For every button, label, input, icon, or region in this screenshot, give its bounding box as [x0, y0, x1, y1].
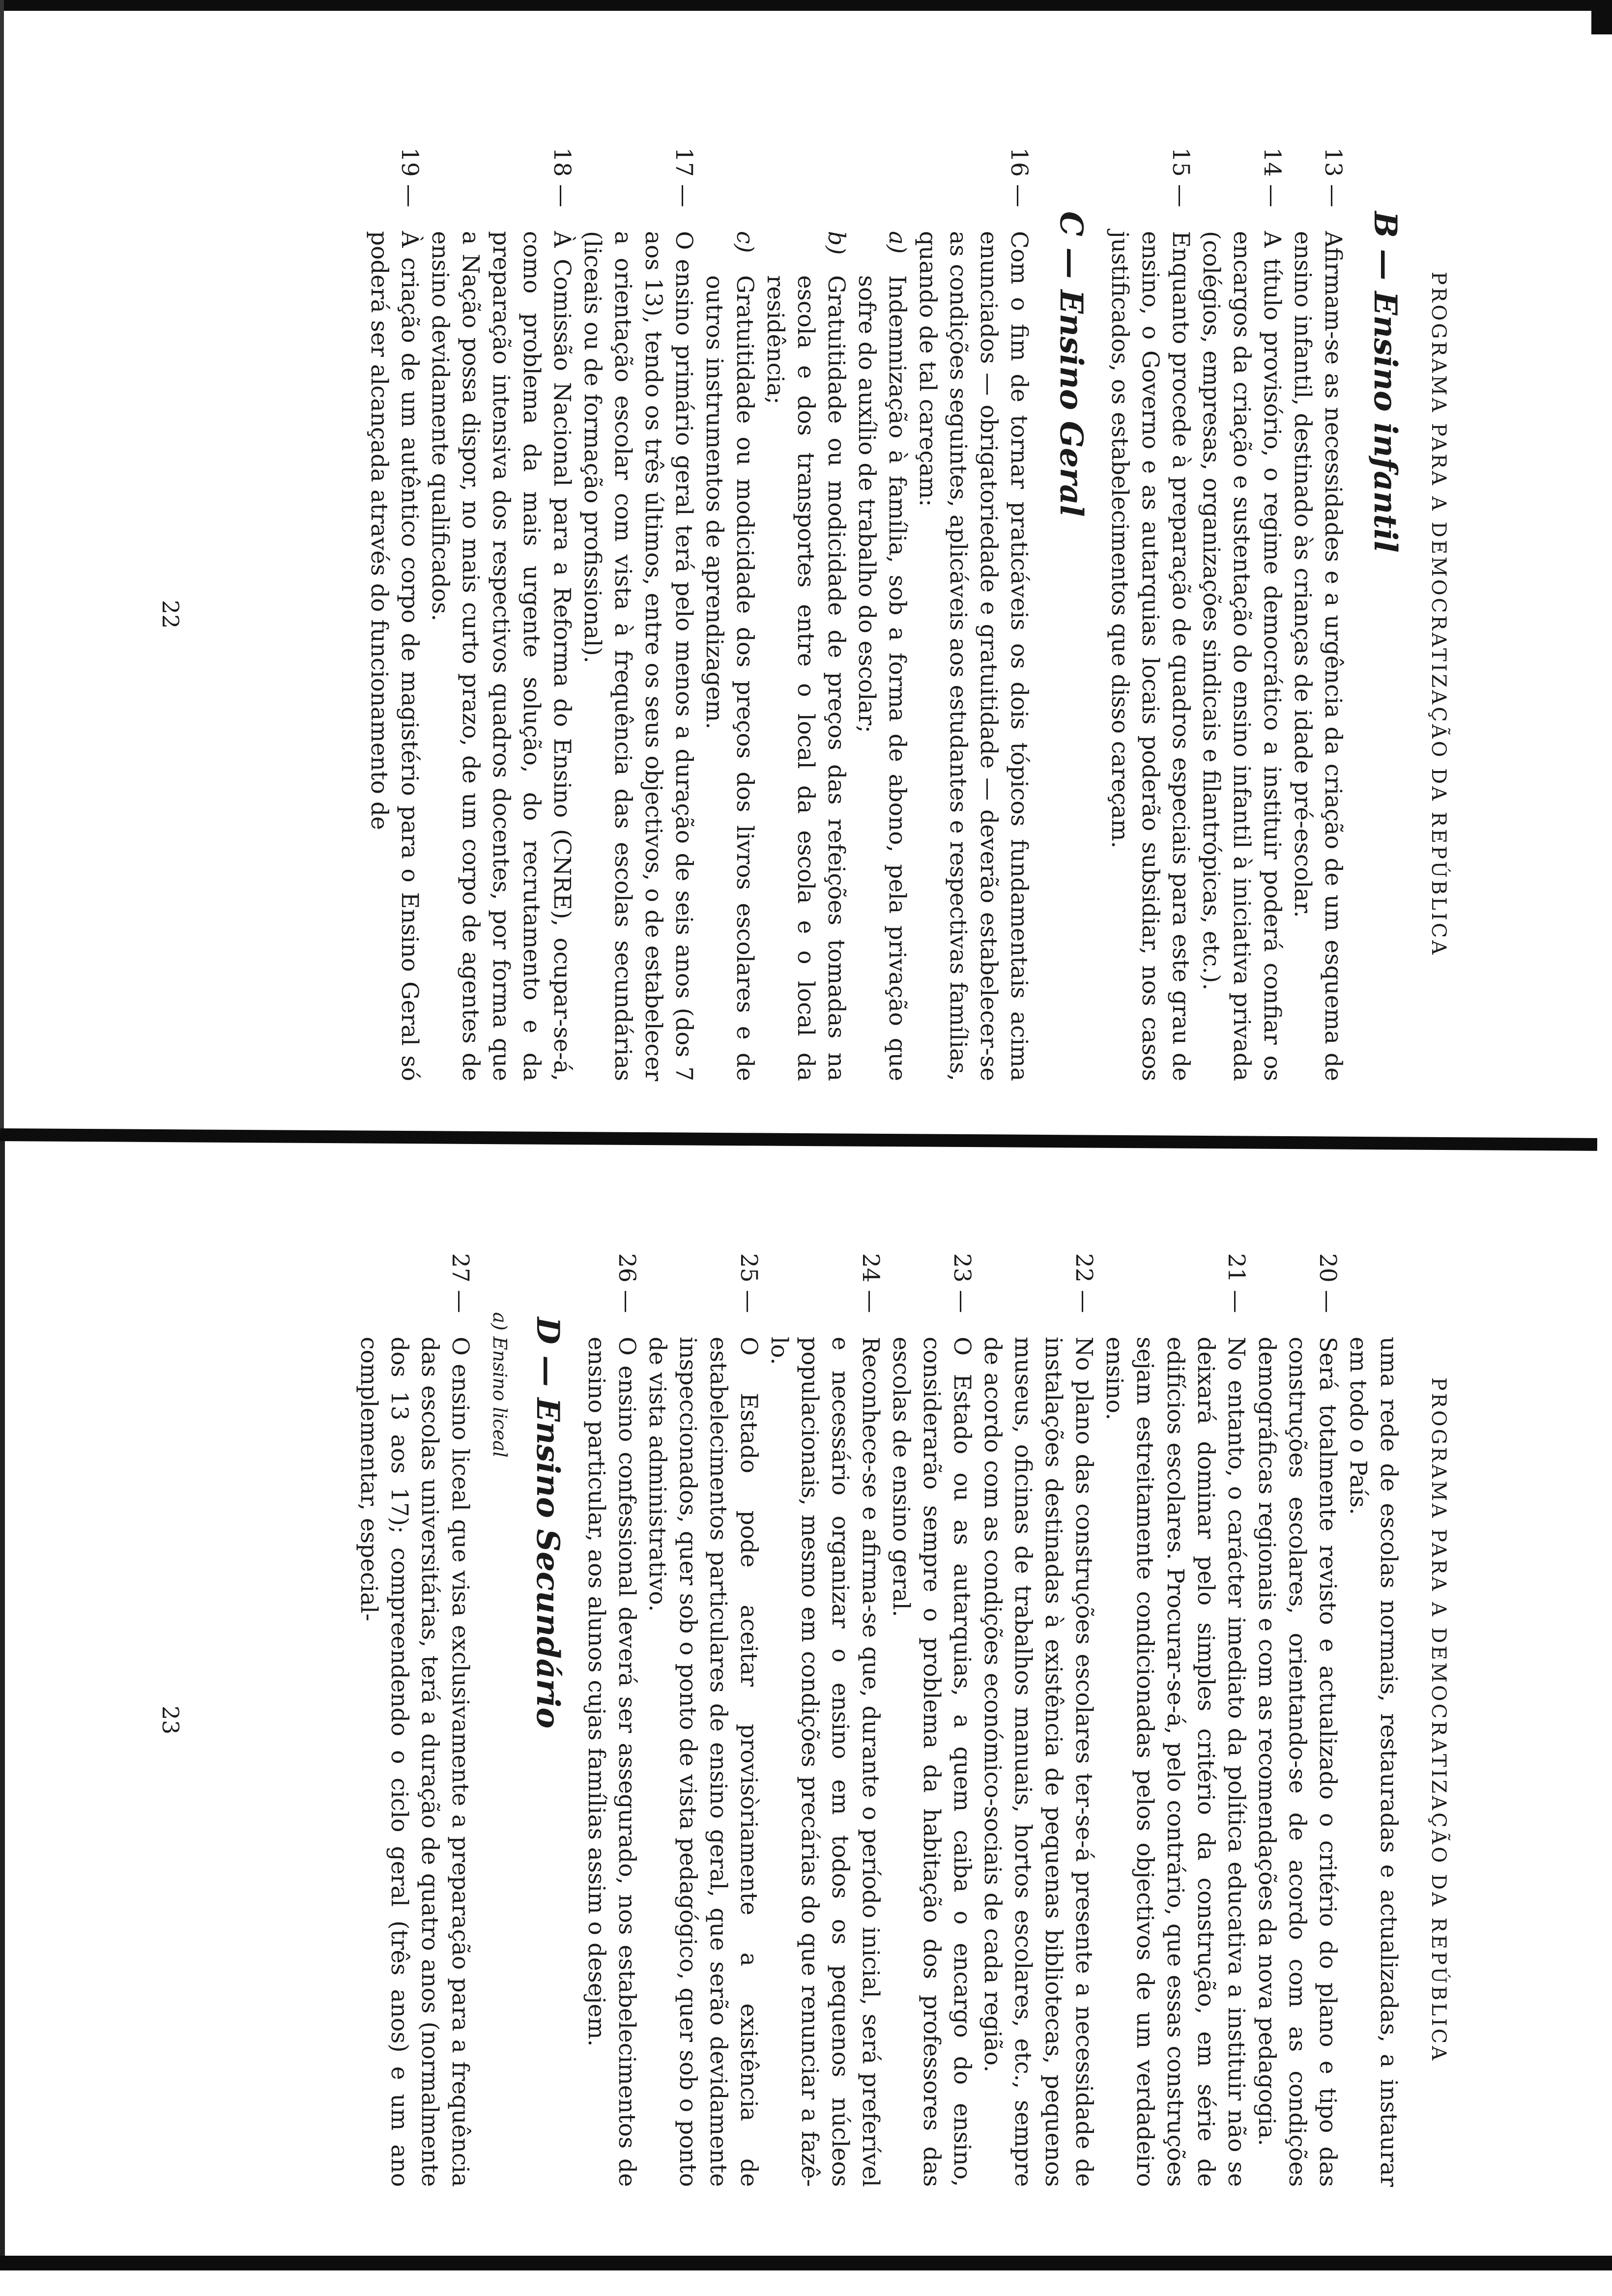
- subitem-text: Gratuitidade ou modicidade dos preços dos livros escolares e de outros instrumentos de aprendizagem.: [701, 275, 758, 1081]
- subitem-text: Gratuitidade ou modicidade de preços das refeições tomadas na escola e dos transportes entre o local da escola e o local da residência;: [762, 275, 850, 1081]
- article-13: [1287, 147, 1348, 1081]
- article-26: [581, 1253, 642, 2187]
- continuation-text: uma rede de escolas normais, restauradas e actualizadas, a instaurar em todo o País.: [1345, 1337, 1402, 2187]
- article-text: O ensino confessional deverá ser assegurado, nos estabelecimentos de ensino particular, aos alunos cujas famílias assim o desejem.: [583, 1337, 640, 2187]
- page-number: 22: [157, 600, 184, 629]
- article-text: Com o fim de tornar praticáveis os dois tópicos fundamentais acima enunciados — obrigatoriedade e gratuitidade — deverão estabelecer-se as condições seguintes, aplicáveis aos estudantes e respectivas famílias, quando de tal careçam:: [914, 231, 1033, 1081]
- page-number: 23: [157, 1705, 184, 1735]
- article-number: 26 —: [613, 1253, 640, 1313]
- article-23: [886, 1253, 977, 2187]
- page-divider-spine: [0, 1128, 1597, 1151]
- article-text: No plano das construções escolares ter-se-á presente a necessidade de instalações destinadas à existência de pequenas bibliotecas, pequenos museus, oficinas de trabalhos manuais, hortos escolares, etc., sempre de acordo com as condições económico-sociais de cada região.: [979, 1337, 1097, 2187]
- article-22: [977, 1253, 1099, 2187]
- article-number: 15 —: [1167, 147, 1194, 207]
- section-heading-ensino-geral: C — Ensino Geral: [1053, 211, 1090, 517]
- subitem-label: b): [823, 231, 850, 255]
- article-text: O Estado pode aceitar provisòriamente a existência de estabelecimentos particulares de ensino geral, que serão devidamente inspeccionados, quer sob o ponto de vista pedagógico, quer sob o ponto de vista administrativo.: [644, 1337, 762, 2187]
- subitem-c: [699, 231, 760, 1081]
- page-23: [64, 1253, 1450, 2187]
- article-number: 24 —: [857, 1253, 884, 1313]
- scan-edge-bottom: [0, 2256, 1612, 2270]
- article-25: [642, 1253, 764, 2187]
- page-22: [64, 147, 1450, 1081]
- article-number: 17 —: [670, 147, 697, 207]
- article-number: 18 —: [548, 147, 576, 207]
- section-heading-ensino-infantil: B — Ensino infantil: [1367, 211, 1404, 553]
- article-15: [1104, 147, 1196, 1081]
- subitem-a: [851, 231, 912, 1081]
- article-text: Afirmam-se as necessidades e a urgência da criação de um esquema de ensino infantil, destinado às crianças de idade pré-escolar.: [1289, 231, 1347, 1081]
- article-text: À Comissão Nacional para a Reforma do Ensino (CNRE), ocupar-se-á, como problema da mais urgente solução, do recrutamento e da preparação intensiva dos respectivos quadros docentes, por forma que a Nação possa dispor, no mais curto prazo, de um corpo de agentes de ensino devidamente qualificados.: [427, 231, 576, 1081]
- article-number: 14 —: [1259, 147, 1286, 207]
- scan-edge-left-lower: [0, 1141, 5, 2257]
- article-number: 23 —: [949, 1253, 976, 1313]
- article-number: 25 —: [735, 1253, 762, 1313]
- article-text: À criação de um autêntico corpo de magistério para o Ensino Geral só poderá ser alcançada através do funcionamento de: [366, 231, 423, 1081]
- article-18: [425, 147, 577, 1081]
- scan-edge-top: [0, 0, 1601, 11]
- subsection-heading-ensino-liceal: a) Ensino liceal: [489, 1312, 511, 1458]
- article-number: 20 —: [1314, 1253, 1341, 1313]
- article-24: [764, 1253, 886, 2187]
- article-27: [353, 1253, 475, 2187]
- article-text: Enquanto procede à preparação de quadros especiais para este grau de ensino, o Governo e as autarquias locais poderão subsidiar, nos casos justificados, os estabelecimentos que disso careçam.: [1106, 231, 1194, 1081]
- subitem-label: a): [884, 231, 911, 254]
- article-text: Será totalmente revisto e actualizado o critério do plano e tipo das construções escolares, orientando-se de acordo com as condições demográficas regionais e com as recomendações da nova pedagogia.: [1253, 1337, 1341, 2187]
- scan-edge-left-upper: [0, 0, 4, 1128]
- article-number: 21 —: [1223, 1253, 1250, 1313]
- running-head: PROGRAMA PARA A DEMOCRATIZAÇÃO DA REPÚBLICA: [1427, 271, 1450, 957]
- article-text: Reconhece-se e afirma-se que, durante o período inicial, será preferível e necessário organizar o ensino em todos os pequenos núcleos populacionais, mesmo em condições precárias do que renunciar a fazê-lo.: [766, 1337, 884, 2187]
- article-16: [912, 147, 1034, 1081]
- article-21: [1099, 1253, 1251, 2187]
- article-text: A título provisório, o regime democrático a instituir poderá confiar os encargos da criação e sustentação do ensino infantil à iniciativa privada (colégios, empresas, organizações sindicais e filantrópicas, etc.).: [1198, 231, 1286, 1081]
- article-20: [1251, 1253, 1343, 2187]
- article-14: [1196, 147, 1287, 1081]
- scan-edge-top-corner: [1591, 0, 1612, 34]
- article-text: No entanto, o carácter imediato da política educativa a instituir não se deixará dominar pelo simples critério da construção, em série de edifícios escolares. Procurar-se-á, pelo contrário, que essas construções sejam estreitamente condicionadas pelos objectivos de um verdadeiro ensino.: [1101, 1337, 1250, 2187]
- section-heading-ensino-secundario: D — Ensino Secundário: [529, 1317, 566, 1729]
- continuation-paragraph: [1343, 1253, 1404, 2187]
- subitem-b: [760, 231, 851, 1081]
- article-number: 27 —: [447, 1253, 474, 1313]
- article-number: 19 —: [396, 147, 423, 207]
- subitem-text: Indemnização à família, sob a forma de abono, pela privação que sofre do auxílio de trabalho do escolar;: [853, 275, 911, 1081]
- article-text: O ensino liceal que visa exclusivamente a preparação para a frequência das escolas universitárias, terá a duração de quatro anos (normalmente dos 13 aos 17); compreendendo o ciclo geral (três anos) e um ano complementar, especial-: [355, 1337, 474, 2187]
- article-text: O ensino primário geral terá pelo menos a duração de seis anos (dos 7 aos 13), tendo os três últimos, entre os seus objectivos, o de estabelecer a orientação escolar com vista à frequência das escolas secundárias (liceais ou de formação profissional).: [579, 231, 697, 1081]
- article-number: 13 —: [1320, 147, 1347, 207]
- article-number: 16 —: [1006, 147, 1033, 207]
- running-head: PROGRAMA PARA A DEMOCRATIZAÇÃO DA REPÚBLICA: [1427, 1377, 1450, 2063]
- article-19: [364, 147, 425, 1081]
- article-number: 22 —: [1070, 1253, 1097, 1313]
- subitem-label: c): [731, 231, 758, 253]
- article-text: O Estado ou as autarquias, a quem caiba o encargo do ensino, considerarão sempre o problema da habitação dos professores das escolas de ensino geral.: [888, 1337, 976, 2187]
- article-17: [577, 147, 699, 1081]
